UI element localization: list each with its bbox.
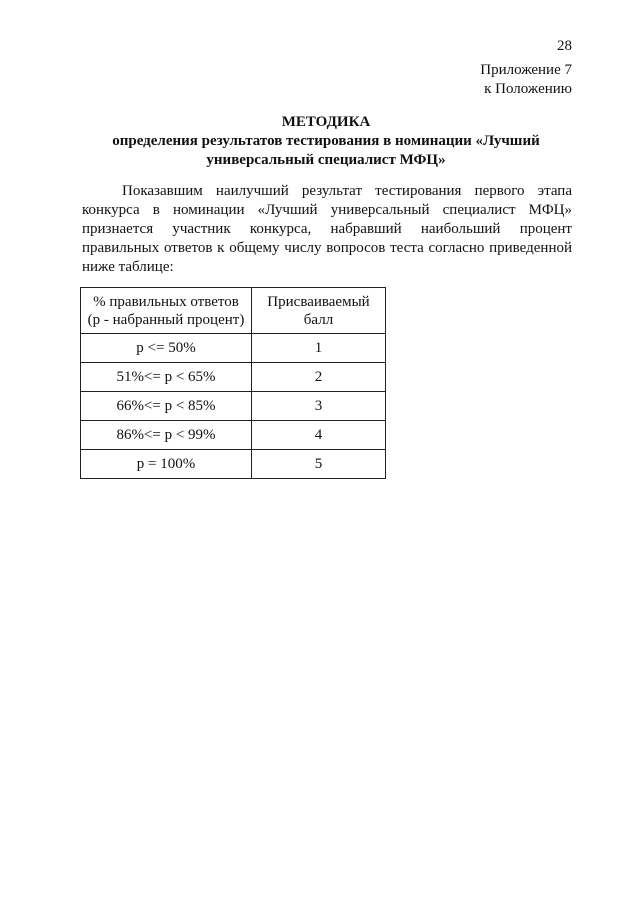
header-assigned-score	[252, 288, 386, 334]
paragraph-line: конкурса в номинации «Лучший универсальный специалист МФЦ»	[82, 202, 572, 218]
range-cell: р = 100%	[81, 450, 252, 479]
paragraph-line: правильных ответов к общему числу вопросов теста согласно приведенной	[82, 240, 572, 256]
table-row	[81, 392, 386, 421]
appendix-line: к Положению	[484, 81, 572, 97]
score-cell: 1	[252, 334, 386, 363]
appendix-reference	[480, 61, 572, 99]
title-subheading: определения результатов тестирования в номинации «Лучший	[112, 133, 540, 149]
table-row	[81, 450, 386, 479]
header-line: балл	[303, 311, 334, 328]
score-table	[80, 287, 386, 479]
paragraph-line: Показавшим наилучший результат тестирования первого этапа	[122, 183, 572, 199]
title-heading: МЕТОДИКА	[281, 114, 371, 130]
range-cell: 86%<= р < 99%	[81, 421, 252, 450]
header-line: (р - набранный процент)	[87, 311, 245, 328]
range-cell: 66%<= р < 85%	[81, 392, 252, 421]
page-number: 28	[557, 38, 572, 54]
body-paragraph	[82, 182, 572, 277]
table-header-row	[81, 288, 386, 334]
table-row	[81, 334, 386, 363]
score-cell: 2	[252, 363, 386, 392]
score-cell: 4	[252, 421, 386, 450]
score-cell: 5	[252, 450, 386, 479]
appendix-line: Приложение 7	[480, 62, 572, 78]
score-cell: 3	[252, 392, 386, 421]
header-line: % правильных ответов	[93, 293, 239, 310]
header-line: Присваиваемый	[267, 293, 370, 310]
range-cell: 51%<= р < 65%	[81, 363, 252, 392]
header-percent-correct	[81, 288, 252, 334]
range-cell: р <= 50%	[81, 334, 252, 363]
document-title	[80, 113, 572, 170]
title-subheading: универсальный специалист МФЦ»	[206, 152, 446, 168]
paragraph-line: ниже таблице:	[82, 259, 174, 275]
table-row	[81, 363, 386, 392]
paragraph-line: признается участник конкурса, набравший наибольший процент	[82, 221, 572, 237]
table-row	[81, 421, 386, 450]
